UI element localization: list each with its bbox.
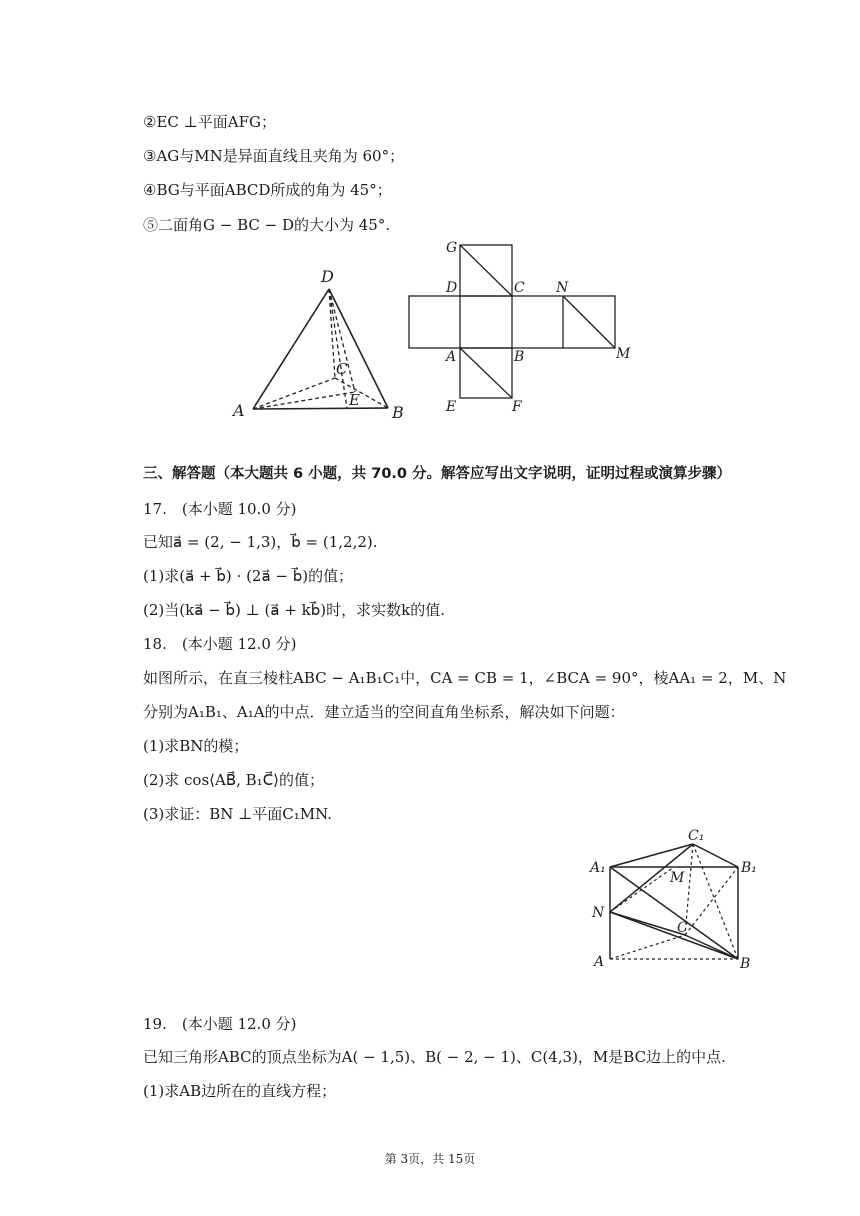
net-label-C: C: [514, 280, 525, 296]
q17-part2: (2)当(ka⃗ − b⃗) ⊥ (a⃗ + kb⃗)时，求实数k的值.: [143, 601, 445, 619]
page-footer: 第 3页，共 15页: [384, 1152, 476, 1166]
item-4: ④BG与平面ABCD所成的角为 45°；: [143, 181, 392, 199]
q19-header: 19. (本小题 12.0 分): [143, 1015, 297, 1033]
label-A: A: [233, 401, 245, 420]
tetrahedron-figure: [225, 262, 415, 422]
q18-part1: (1)求BN的模；: [143, 737, 249, 755]
q17-part1: (1)求(a⃗ + b⃗) · (2a⃗ − b⃗)的值；: [143, 567, 354, 585]
prism-label-C: C: [677, 920, 688, 936]
net-label-G: G: [446, 240, 458, 256]
prism-label-N: N: [592, 905, 605, 921]
cube-net-figure: [400, 236, 650, 421]
q18-part3: (3)求证：BN ⊥平面C₁MN.: [143, 805, 333, 823]
net-label-D: D: [446, 280, 458, 296]
q17-header: 17. (本小题 10.0 分): [143, 500, 297, 518]
label-C: C: [336, 360, 348, 378]
q17-given: 已知a⃗ = (2, − 1,3)，b⃗ = (1,2,2).: [143, 533, 378, 551]
item-5: ⑤二面角G − BC − D的大小为 45°.: [143, 216, 391, 234]
net-label-F: F: [512, 399, 522, 415]
q18-stem-1: 如图所示，在直三棱柱ABC − A₁B₁C₁中，CA = CB = 1，∠BCA = 90°，棱AA₁ = 2，M、N: [143, 669, 787, 687]
q18-part2: (2)求 cos⟨AB⃗, B₁C⃗⟩的值；: [143, 771, 325, 789]
prism-label-B: B: [740, 956, 751, 972]
q19-part1: (1)求AB边所在的直线方程；: [143, 1082, 337, 1100]
label-E: E: [349, 391, 360, 409]
label-D: D: [321, 267, 334, 286]
item-3: ③AG与MN是异面直线且夹角为 60°；: [143, 147, 405, 165]
item-2: ②EC ⊥平面AFG；: [143, 113, 276, 131]
net-label-E: E: [446, 399, 457, 415]
prism-figure: [580, 822, 770, 977]
section-heading: 三、解答题（本大题共 6 小题，共 70.0 分。解答应写出文字说明，证明过程或演算步骤）: [143, 466, 732, 482]
net-label-B: B: [514, 349, 525, 365]
net-label-M: M: [616, 346, 631, 362]
prism-label-M: M: [670, 870, 685, 886]
prism-label-A: A: [594, 954, 605, 970]
net-label-A: A: [446, 349, 457, 365]
label-B: B: [392, 403, 404, 422]
prism-label-C1: C₁: [688, 828, 705, 844]
prism-label-A1: A₁: [590, 860, 606, 876]
prism-label-B1: B₁: [741, 860, 757, 876]
q18-header: 18. (本小题 12.0 分): [143, 635, 297, 653]
q18-stem-2: 分别为A₁B₁、A₁A的中点．建立适当的空间直角坐标系，解决如下问题：: [143, 703, 625, 721]
q19-stem: 已知三角形ABC的顶点坐标为A( − 1,5)、B( − 2, − 1)、C(4,3)，M是BC边上的中点.: [143, 1048, 726, 1066]
net-label-N: N: [556, 280, 569, 296]
